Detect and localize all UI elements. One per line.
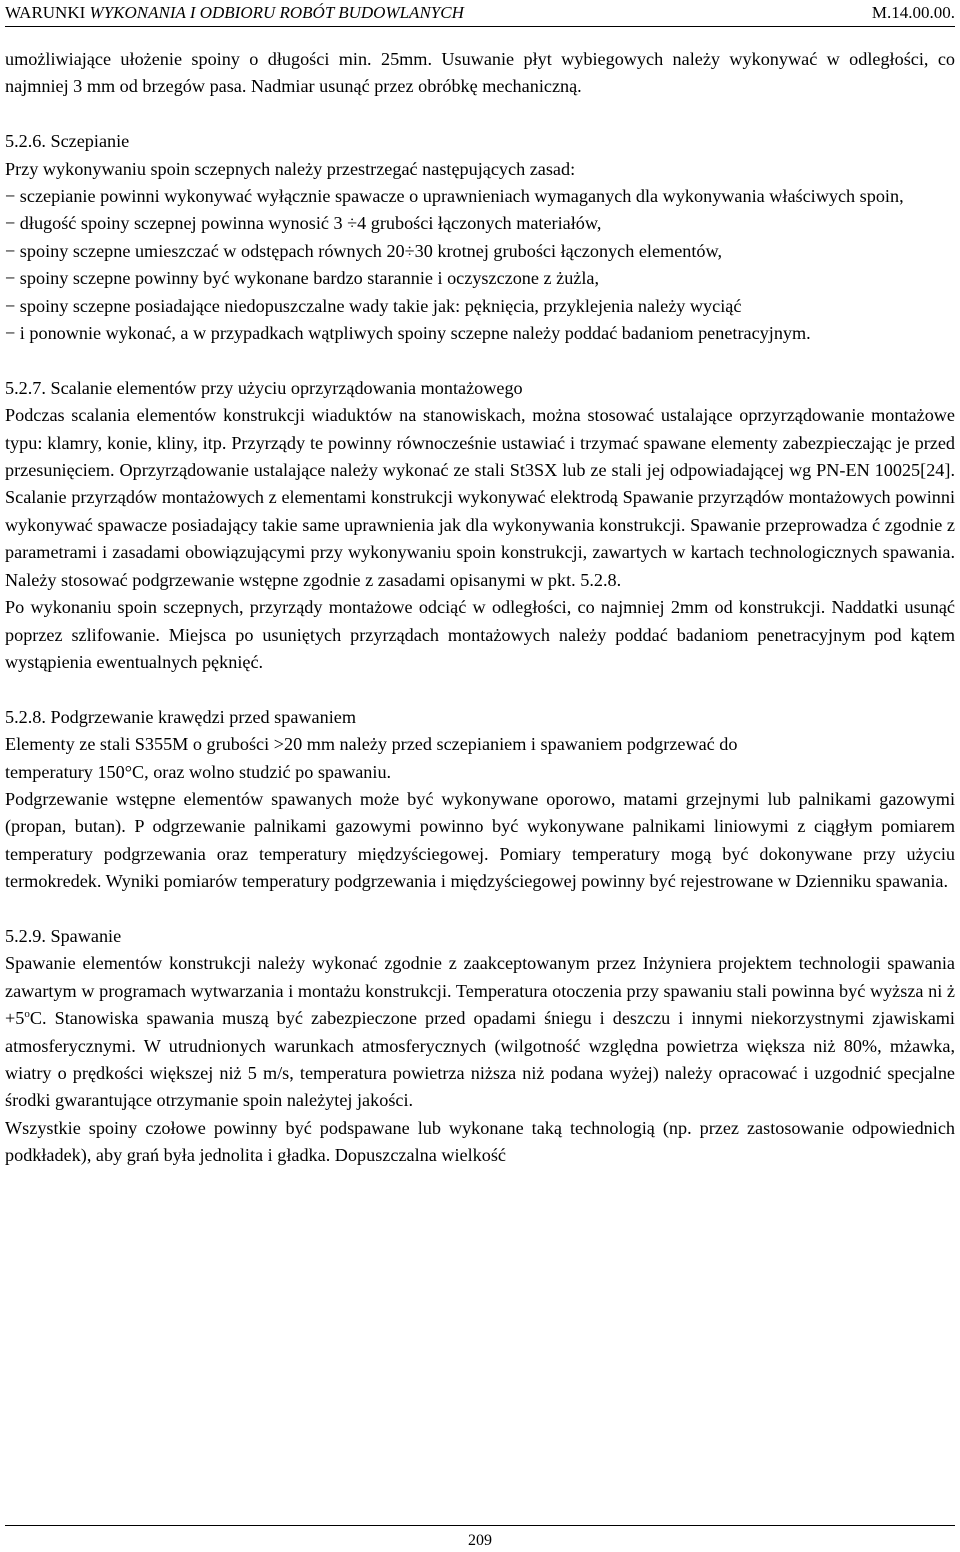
section-heading-5-2-9: 5.2.9. Spawanie <box>5 925 122 946</box>
header-left <box>5 0 464 26</box>
section-intro-5-2-6: Przy wykonywaniu spoin sczepnych należy przestrzegać następujących zasad: <box>5 158 576 179</box>
list-item: − i ponownie wykonać, a w przypadkach wątpliwych spoiny sczepne należy poddać badaniom penetracyjnym. <box>5 323 811 344</box>
page-number: 209 <box>468 1532 492 1549</box>
footer-rule <box>5 1525 955 1526</box>
header-code: M.14.00.00. <box>871 3 955 22</box>
list-item: − spoiny sczepne powinny być wykonane bardzo starannie i oczyszczone z żużla, <box>5 268 600 289</box>
section-body-5-2-9-b: C. Stanowiska spawania muszą być zabezpieczone przed opadami śniegu i deszczu i innymi niekorzystnymi zjawiskami atmosferycznymi. W utrudnionych warunkach atmosferycznych (wilgotność względna powietrza większa niż 80%, mżawka, wiatry o prędkości większej niż 5 m/s, temperatura powietrza niższa niż podana wyżej) należy opracować i uzgodnić specjalne środki gwarantujące otrzymanie spoin należytej jakości. <box>5 1008 955 1111</box>
section-line-5-2-8-a: Elementy ze stali S355M o grubości >20 mm należy przed sczepianiem i spawaniem podgrzewać do <box>5 734 738 755</box>
section-body-5-2-9-a: Spawanie elementów konstrukcji należy wykonać zgodnie z zaakceptowanym przez Inżyniera projektem technologii spawania zawartym w programach wytwarzania i montażu konstrukcji. Temperatura otoczenia przy spawaniu stali powinna być wyższa ni ż +5 <box>5 953 955 1029</box>
list-item: − spoiny sczepne umieszczać w odstępach równych 20÷30 krotnej grubości łączonych elementów, <box>5 240 723 261</box>
list-item: − spoiny sczepne posiadające niedopuszczalne wady takie jak: pęknięcia, przyklejenia należy wyciąć <box>5 295 742 316</box>
section-heading-5-2-7: 5.2.7. Scalanie elementów przy użyciu oprzyrządowania montażowego <box>5 377 523 398</box>
section-body-5-2-9-b: Wszystkie spoiny czołowe powinny być podspawane lub wykonane taką technologią (np. przez zastosowanie odpowiednich podkładek), aby grań była jednolita i gładka. Dopuszczalna wielkość <box>5 1117 955 1166</box>
paragraph-continuation: umożliwiające ułożenie spoiny o długości min. 25mm. Usuwanie płyt wybiegowych należy wykonywać w odległości, co najmniej 3 mm od brzegów pasa. Nadmiar usunąć przez obróbkę mechaniczną. <box>5 49 955 97</box>
header-label: WARUNKI <box>5 3 86 22</box>
section-body-5-2-8: Podgrzewanie wstępne elementów spawanych może być wykonywane oporowo, matami grzejnymi lub palnikami gazowymi (propan, butan). P odgrzewanie palnikami gazowymi powinno być wykonywane palnikami liniowymi z ciągłym pomiarem temperatury podgrzewania oraz temperatury międzyściegowej. Pomiary temperatury mogą być dokonywane przy użyciu termokredek. Wyniki pomiarów temperatury podgrzewania i międzyściegowej powinny być rejestrowane w Dzienniku spawania. <box>5 788 955 892</box>
document-body <box>5 46 955 1170</box>
page-header <box>5 0 955 27</box>
section-body-5-2-7: Podczas scalania elementów konstrukcji wiaduktów na stanowiskach, można stosować ustalające oprzyrządowanie montażowe typu: klamry, konie, kliny, itp. Przyrządy te powinny równocześnie ustawiać i trzymać spawane elementy zabezpieczając je przed przesunięciem. Oprzyrządowanie ustalające należy wykonać ze stali St3SX lub ze stali jej odpowiadającej wg PN-EN 10025[24]. Scalanie przyrządów montażowych z elementami konstrukcji wykonywać elektrodą Spawanie przyrządów montażowych powinni wykonywać spawacze posiadający takie same uprawnienia jak dla wykonywania konstrukcji. Spawanie przeprowadza ć zgodnie z parametrami i zasadami obowiązującymi przy wykonywaniu spoin konstrukcji, zawartych w kartach technologicznych spawania. Należy stosować podgrzewanie wstępne zgodnie z zasadami opisanymi w pkt. 5.2.8. <box>5 405 955 590</box>
list-item: − długość spoiny sczepnej powinna wynosić 3 ÷4 grubości łączonych materiałów, <box>5 213 602 234</box>
list-item: − sczepianie powinni wykonywać wyłącznie spawacze o uprawnieniach wymaganych dla wykonywania właściwych spoin, <box>5 186 904 207</box>
degree-superscript: o <box>24 1008 30 1021</box>
section-body-5-2-7-b: Po wykonaniu spoin sczepnych, przyrządy montażowe odciąć w odległości, co najmniej 2mm od konstrukcji. Naddatki usunąć poprzez szlifowanie. Miejsca po usuniętych przyrządach montażowych należy poddać badaniom penetracyjnym pod kątem wystąpienia ewentualnych pęknięć. <box>5 597 955 672</box>
header-title: WYKONANIA I ODBIORU ROBÓT BUDOWLANYCH <box>89 3 464 22</box>
section-heading-5-2-8: 5.2.8. Podgrzewanie krawędzi przed spawaniem <box>5 706 356 727</box>
section-body-5-2-9 <box>5 950 955 1114</box>
section-line-5-2-8-b: temperatury 150°C, oraz wolno studzić po spawaniu. <box>5 761 392 782</box>
section-heading-5-2-6: 5.2.6. Sczepianie <box>5 131 130 152</box>
